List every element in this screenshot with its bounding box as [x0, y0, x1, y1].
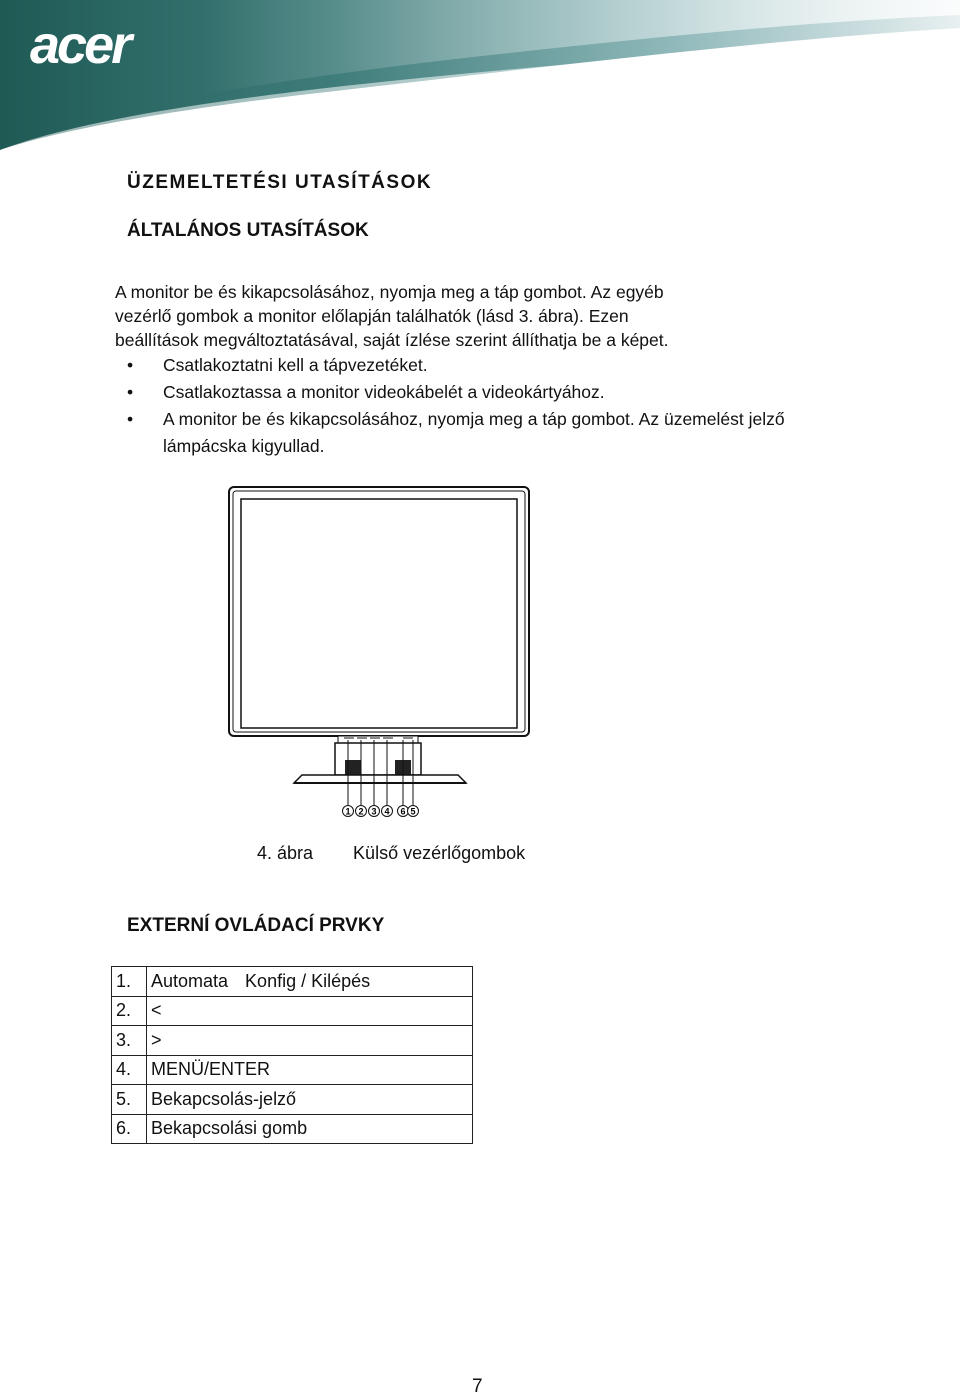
list-item	[115, 352, 835, 379]
monitor-illustration	[220, 480, 540, 825]
header-banner-graphic	[0, 0, 960, 150]
table-row	[112, 1055, 473, 1085]
marker-label: 3	[371, 806, 377, 817]
row-label-part: Automata	[151, 970, 229, 991]
row-number: 6.	[112, 1114, 147, 1144]
monitor-figure	[220, 480, 540, 825]
table-row	[112, 967, 473, 997]
row-label: >	[147, 1026, 473, 1056]
list-item-text: A monitor be és kikapcsolásához, nyomja meg a táp gombot. Az üzemelést jelző lámpácska kigyullad.	[163, 409, 785, 456]
bullet-icon: •	[127, 382, 134, 402]
marker-label: 6	[400, 806, 406, 817]
row-label: <	[147, 996, 473, 1026]
row-label: Bekapcsolási gomb	[147, 1114, 473, 1144]
table-row	[112, 1085, 473, 1115]
bullet-icon: •	[127, 409, 134, 429]
table-row	[112, 1114, 473, 1144]
list-item	[115, 406, 835, 460]
row-number: 5.	[112, 1085, 147, 1115]
figure-caption-text: Külső vezérlőgombok	[353, 843, 526, 863]
list-item	[115, 379, 835, 406]
list-item-text: Csatlakoztatni kell a tápvezetéket.	[163, 355, 428, 375]
row-number: 4.	[112, 1055, 147, 1085]
marker-label: 4	[384, 806, 390, 817]
header-banner	[0, 0, 960, 150]
row-number: 1.	[112, 967, 147, 997]
intro-line: vezérlő gombok a monitor előlapján találhatók (lásd 3. ábra). Ezen	[115, 306, 629, 326]
row-number: 3.	[112, 1026, 147, 1056]
row-label-part: Konfig / Kilépés	[245, 970, 371, 991]
marker-label: 5	[410, 806, 416, 817]
section-heading-controls: EXTERNÍ OVLÁDACÍ PRVKY	[127, 915, 385, 936]
intro-line: A monitor be és kikapcsolásához, nyomja meg a táp gombot. Az egyéb	[115, 282, 664, 302]
marker-label: 1	[345, 806, 351, 817]
section-heading-general: ÁLTALÁNOS UTASÍTÁSOK	[127, 220, 369, 241]
figure-number: 4. ábra	[257, 843, 314, 863]
intro-line: beállítások megváltoztatásával, saját ízlése szerint állíthatja be a képet.	[115, 330, 669, 350]
figure-caption	[257, 843, 525, 864]
table-row	[112, 1026, 473, 1056]
row-label: MENÜ/ENTER	[147, 1055, 473, 1085]
row-number: 2.	[112, 996, 147, 1026]
acer-logo: acer	[30, 15, 130, 75]
controls-table	[111, 966, 473, 1144]
row-label: Bekapcsolás-jelző	[147, 1085, 473, 1115]
marker-label: 2	[358, 806, 364, 817]
table-row	[112, 996, 473, 1026]
intro-paragraph	[115, 280, 795, 352]
instruction-list	[115, 352, 835, 460]
page-number: 7	[472, 1376, 483, 1397]
list-item-text: Csatlakoztassa a monitor videokábelét a videokártyához.	[163, 382, 605, 402]
bullet-icon: •	[127, 355, 134, 375]
page-title: ÜZEMELTETÉSI UTASÍTÁSOK	[127, 172, 433, 193]
row-label	[147, 967, 473, 997]
